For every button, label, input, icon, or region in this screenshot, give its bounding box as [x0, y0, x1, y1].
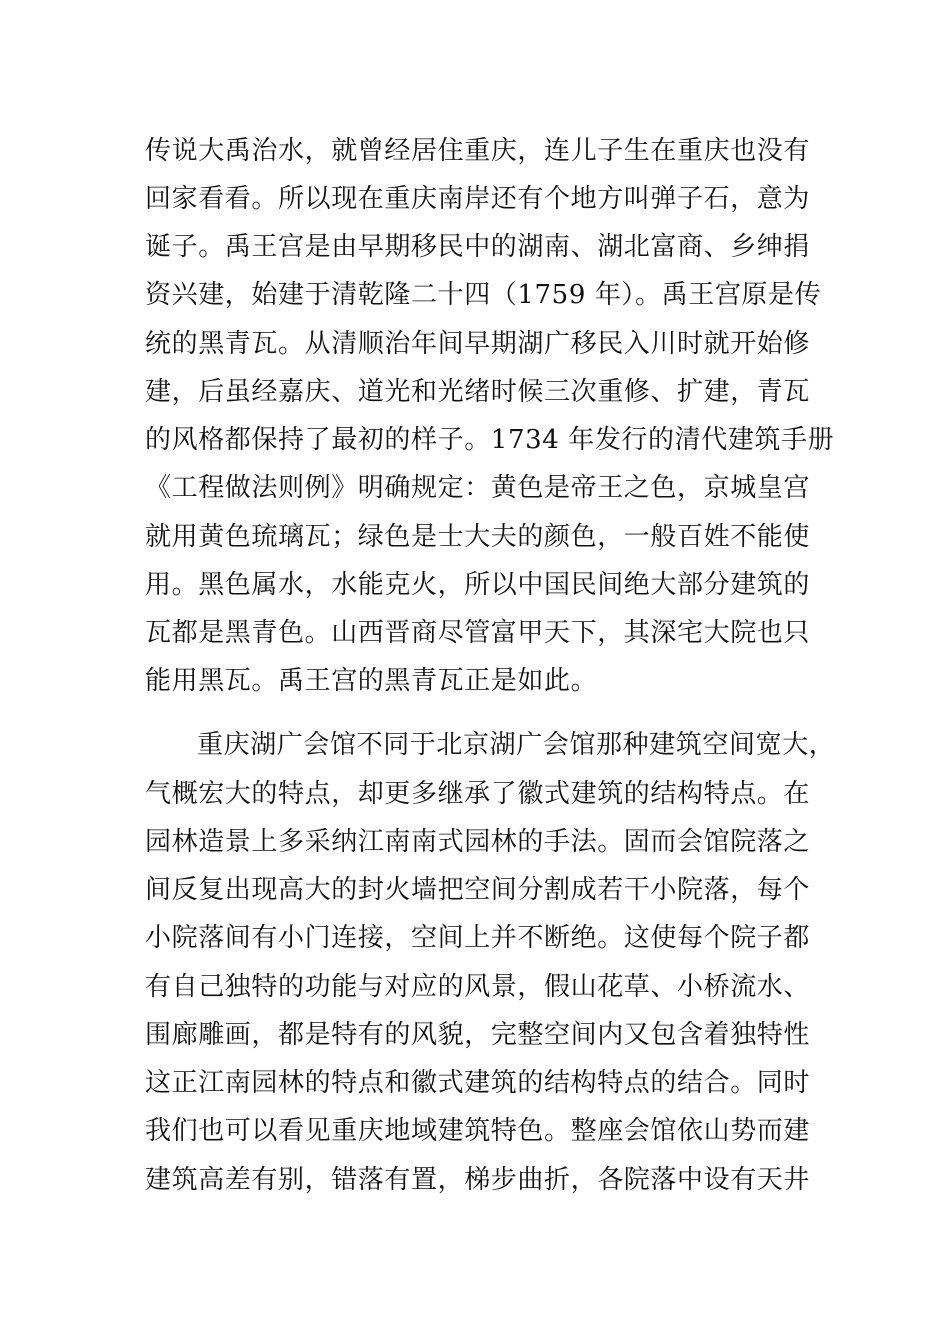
- paragraph-1-line-9: 就用黄色琉璃瓦；绿色是士大夫的颜色，一般百姓不能使: [145, 522, 811, 552]
- paragraph-2-line-2: 气概宏大的特点，却更多继承了徽式建筑的结构特点。在: [145, 779, 811, 809]
- paragraph-1-line-10: 用。黑色属水，水能克火，所以中国民间绝大部分建筑的: [145, 570, 811, 600]
- paragraph-1-line-3: 诞子。禹王宫是由早期移民中的湖南、湖北富商、乡绅捐: [145, 232, 811, 262]
- paragraph-1-line-2: 回家看看。所以现在重庆南岸还有个地方叫弹子石，意为: [145, 184, 811, 214]
- paragraph-2-line-10: 建筑高差有别，错落有置，梯步曲折，各院落中设有天井: [145, 1165, 811, 1195]
- paragraph-1-line-6: 建，后虽经嘉庆、道光和光绪时候三次重修、扩建，青瓦: [145, 377, 811, 407]
- paragraph-2-line-4: 间反复出现高大的封火墙把空间分割成若干小院落，每个: [145, 875, 811, 905]
- paragraph-1-line-4: 资兴建，始建于清乾隆二十四（1759 年）。禹王宫原是传: [145, 280, 822, 310]
- paragraph-2-line-8: 这正江南园林的特点和徽式建筑的结构特点的结合。同时: [145, 1068, 811, 1098]
- paragraph-1-line-12: 能用黑瓦。禹王宫的黑青瓦正是如此。: [145, 666, 598, 696]
- paragraph-1-line-5: 统的黑青瓦。从清顺治年间早期湖广移民入川时就开始修: [145, 329, 811, 359]
- paragraph-1-line-11: 瓦都是黑青色。山西晋商尽管富甲天下，其深宅大院也只: [145, 618, 811, 648]
- paragraph-2-line-3: 园林造景上多采纳江南南式园林的手法。固而会馆院落之: [145, 827, 811, 857]
- paragraph-2-line-7: 围廊雕画，都是特有的风貌，完整空间内又包含着独特性: [145, 1020, 811, 1050]
- paragraph-1-line-8: 《工程做法则例》明确规定：黄色是帝王之色，京城皇宫: [145, 473, 811, 503]
- paragraph-2-line-6: 有自己独特的功能与对应的风景，假山花草、小桥流水、: [145, 972, 811, 1002]
- paragraph-2-line-9: 我们也可以看见重庆地域建筑特色。整座会馆依山势而建: [145, 1116, 811, 1146]
- paragraph-1-line-1: 传说大禹治水，就曾经居住重庆，连儿子生在重庆也没有: [145, 136, 811, 166]
- paragraph-1-line-7: 的风格都保持了最初的样子。1734 年发行的清代建筑手册: [145, 425, 835, 455]
- paragraph-2-line-1: 重庆湖广会馆不同于北京湖广会馆那种建筑空间宽大，: [197, 730, 836, 760]
- paragraph-2-line-5: 小院落间有小门连接，空间上并不断绝。这使每个院子都: [145, 923, 811, 953]
